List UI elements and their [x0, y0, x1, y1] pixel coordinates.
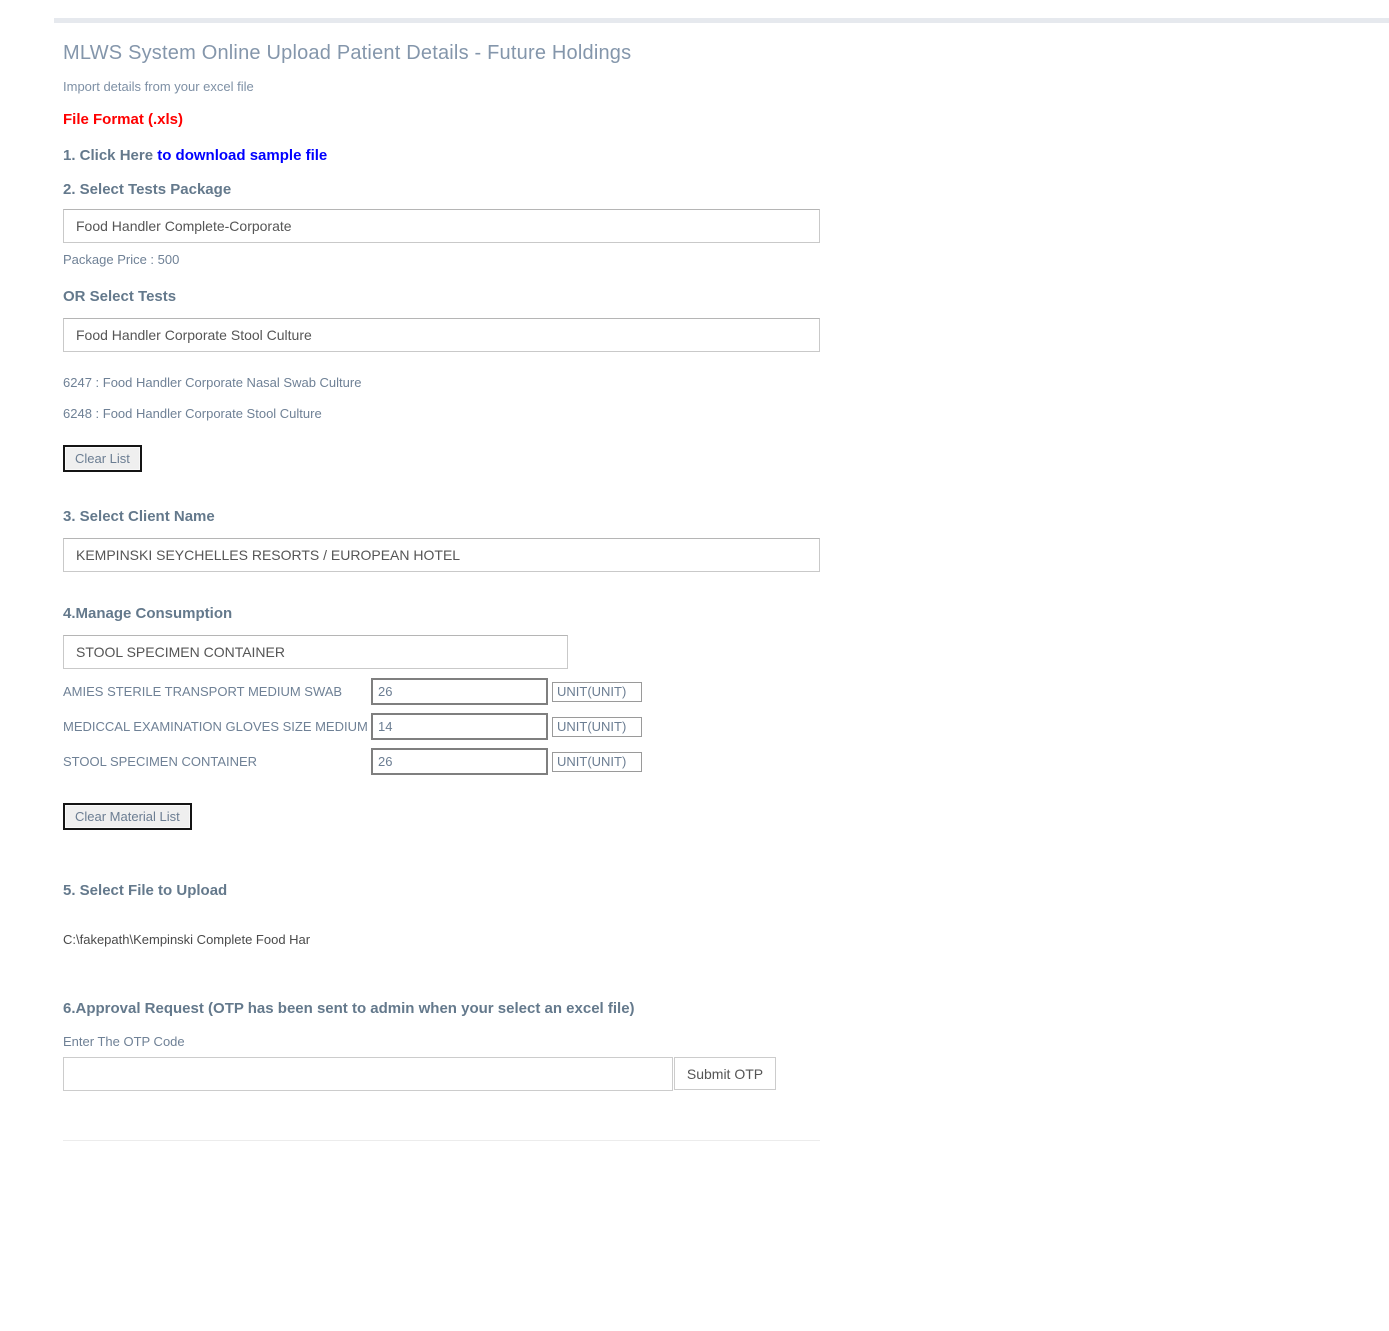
otp-input[interactable]: [63, 1057, 673, 1091]
quantity-input[interactable]: [371, 713, 548, 740]
or-select-tests-heading: OR Select Tests: [63, 288, 177, 305]
step6-heading: 6.Approval Request (OTP has been sent to admin when your select an excel file): [63, 1000, 635, 1017]
step4-heading: 4.Manage Consumption: [63, 605, 233, 622]
top-divider-bar: [54, 18, 1389, 23]
step1-prefix: 1. Click Here: [63, 147, 154, 164]
consumption-row: [63, 748, 843, 775]
selected-test-item: 6247 : Food Handler Corporate Nasal Swab Culture: [63, 375, 362, 390]
clear-list-button[interactable]: Clear List: [63, 445, 142, 472]
page-title: MLWS System Online Upload Patient Details - Future Holdings: [63, 42, 632, 64]
file-format-note: File Format (.xls): [63, 111, 184, 128]
step2-heading: 2. Select Tests Package: [63, 181, 232, 198]
tests-selected-value: Food Handler Corporate Stool Culture: [76, 327, 312, 343]
material-selected-value: STOOL SPECIMEN CONTAINER: [76, 644, 285, 660]
file-input-value[interactable]: C:\fakepath\Kempinski Complete Food Har: [63, 932, 311, 947]
upload-form: [63, 42, 843, 1141]
submit-otp-button[interactable]: Submit OTP: [674, 1057, 776, 1090]
unit-box: UNIT(UNIT): [552, 682, 642, 702]
step5-heading: 5. Select File to Upload: [63, 882, 228, 899]
otp-label: Enter The OTP Code: [63, 1034, 185, 1049]
client-name-selected-value: KEMPINSKI SEYCHELLES RESORTS / EUROPEAN HOTEL: [76, 547, 461, 563]
clear-material-list-button[interactable]: Clear Material List: [63, 803, 192, 830]
page-subtitle: Import details from your excel file: [63, 79, 254, 94]
material-label: AMIES STERILE TRANSPORT MEDIUM SWAB: [63, 684, 343, 699]
quantity-input[interactable]: [371, 678, 548, 705]
consumption-row: [63, 713, 843, 740]
tests-select[interactable]: [63, 318, 820, 352]
material-label: MEDICCAL EXAMINATION GLOVES SIZE MEDIUM: [63, 719, 368, 734]
material-label: STOOL SPECIMEN CONTAINER: [63, 754, 258, 769]
selected-test-item: 6248 : Food Handler Corporate Stool Culture: [63, 406, 322, 421]
tests-package-selected-value: Food Handler Complete-Corporate: [76, 218, 292, 234]
quantity-input[interactable]: [371, 748, 548, 775]
package-price: Package Price : 500: [63, 252, 180, 267]
client-name-select[interactable]: [63, 538, 820, 572]
material-select[interactable]: [63, 635, 568, 669]
consumption-row: [63, 678, 843, 705]
tests-package-select[interactable]: [63, 209, 820, 243]
unit-box: UNIT(UNIT): [552, 717, 642, 737]
unit-box: UNIT(UNIT): [552, 752, 642, 772]
download-sample-link[interactable]: to download sample file: [157, 147, 328, 164]
step3-heading: 3. Select Client Name: [63, 508, 215, 525]
step1-heading: [63, 147, 843, 164]
bottom-divider: [63, 1140, 820, 1141]
